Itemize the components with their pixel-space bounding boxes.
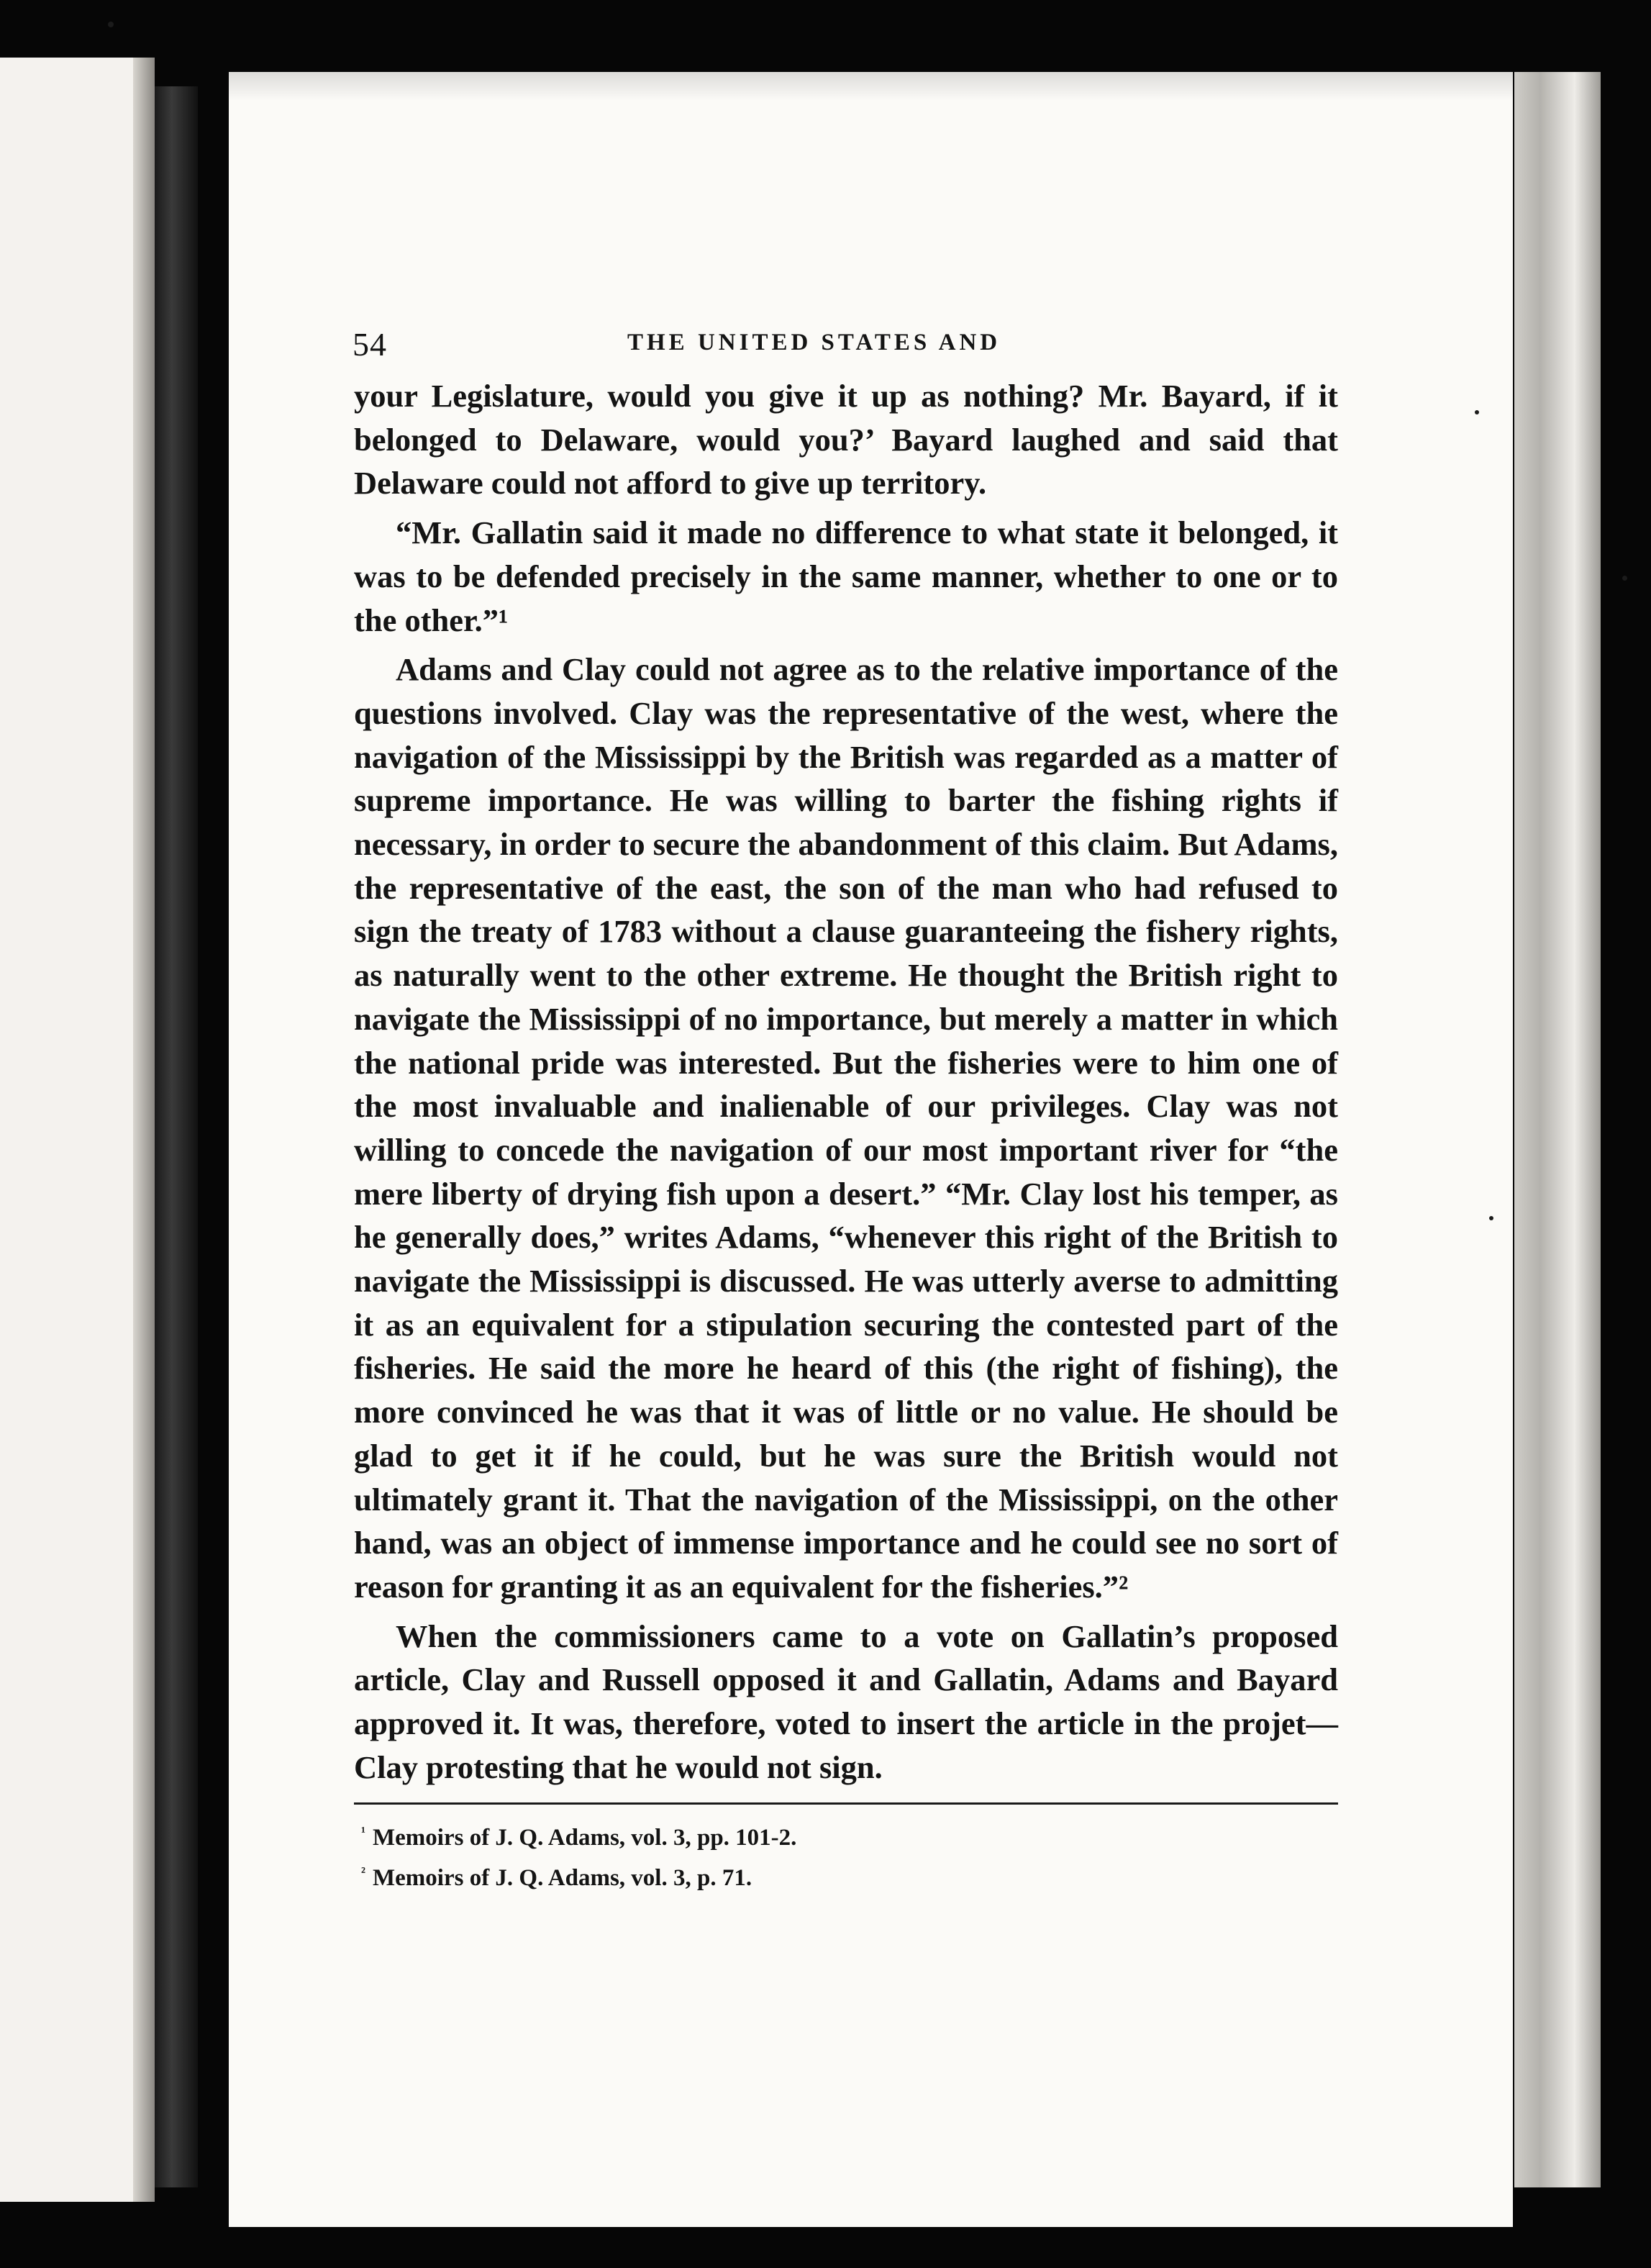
paragraph-1: your Legislature, would you give it up as nothing? Mr. Bayard, if it belonged to Delaware, would you?’ Bayard laughed and said that Delaware could not afford to give up territory. — [354, 378, 1338, 502]
running-head — [354, 317, 1338, 374]
scan-speck — [1475, 410, 1479, 414]
paragraph-3: Adams and Clay could not agree as to the relative importance of the questions involved. Clay was the representative of the west, where the navigation of the Mississippi by the British was regarded as a matter of supreme importance. He was willing to barter the fishing rights if necessary, in order to secure the abandonment of this claim. But Adams, the representative of the east, the son of the man who had refused to sign the treaty of 1783 without a clause guaranteeing the fishery rights, as naturally went to the other extreme. He thought the British right to navigate the Mississippi of no importance, but merely a matter in which the national pride was interested. But the fisheries were to him one of the most invaluable and inalienable of our privileges. Clay was not willing to concede the navigation of our most important river for “the mere liberty of drying fish upon a desert.” “Mr. Clay lost his temper, as he generally does,” writes Adams, “whenever this right of the British to navigate the Mississippi is discussed. He was utterly averse to admitting it as an equivalent for a stipulation securing the contested part of the fisheries. He said the more he heard of this (the right of fishing), the more convinced he was that it was of little or no value. He should be glad to get it if he could, but he was sure the British would not ultimately grant it. That the navigation of the Mississippi, on the other hand, was an object of immense importance and he could see no sort of reason for granting it as an equivalent for the fisheries.”² — [354, 651, 1338, 1605]
footnote-mark: ² — [361, 1864, 365, 1880]
scan-speck — [1622, 576, 1627, 581]
page-gutter-shadow — [133, 58, 155, 2202]
scan-speck — [108, 22, 114, 27]
paragraph-4: When the commissioners came to a vote on Gallatin’s proposed article, Clay and Russell opposed it and Gallatin, Adams and Bayard approved it. It was, therefore, voted to insert the article in the projet—Clay protesting that he would not sign. — [354, 1618, 1338, 1785]
footnote-2 — [361, 1855, 1338, 1895]
footnote-1 — [361, 1815, 1338, 1855]
paragraph-2: “Mr. Gallatin said it made no difference to what state it belonged, it was to be defended precisely in the same manner, whether to one or to the other.”¹ — [354, 514, 1338, 638]
footnote-rule — [354, 1802, 1338, 1805]
footnotes — [354, 1815, 1338, 1895]
book-binding — [155, 86, 198, 2187]
facing-page-edge — [0, 58, 155, 2202]
running-head-title: THE UNITED STATES AND — [627, 330, 1001, 355]
scan-speck — [1489, 1216, 1493, 1220]
page-stack-edge — [1514, 72, 1601, 2187]
page-top-shadow — [229, 72, 1513, 101]
page-number: 54 — [353, 326, 387, 363]
footnote-text: Memoirs of J. Q. Adams, vol. 3, p. 71. — [373, 1864, 752, 1891]
footnote-text: Memoirs of J. Q. Adams, vol. 3, pp. 101-2. — [373, 1824, 797, 1851]
footnote-mark: ¹ — [361, 1823, 365, 1840]
page-text-block — [354, 317, 1338, 1895]
